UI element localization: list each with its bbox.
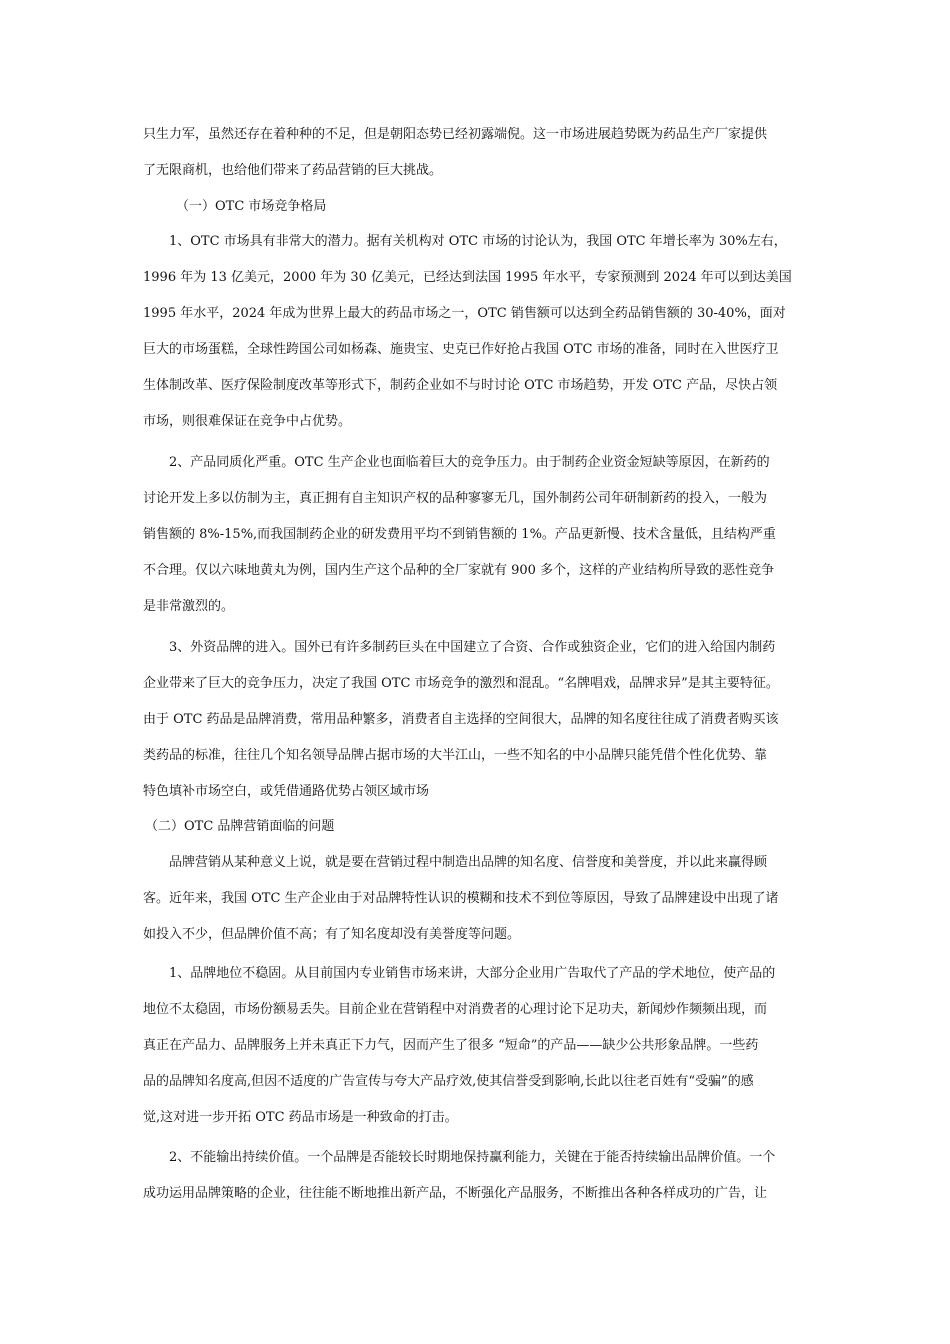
text-line: 品牌营销从某种意义上说，就是要在营销过程中制造出品牌的知名度、信誉度和美誉度，并以此来赢得顾: [169, 855, 768, 870]
text-line: 1、品牌地位不稳固。从目前国内专业销售市场来讲，大部分企业用广告取代了产品的学术地位，使产品的: [169, 966, 776, 981]
text-line: 2、产品同质化严重。OTC 生产企业也面临着巨大的竞争压力。由于制药企业资金短缺等原因，在新药的: [169, 455, 770, 470]
text-line: 是非常激烈的。: [143, 599, 235, 614]
text-line: 特色填补市场空白，或凭借通路优势占领区域市场: [143, 784, 430, 799]
text-line: 如投入不少，但品牌价值不高；有了知名度却没有美誉度等问题。: [143, 927, 521, 942]
text-line: 真正在产品力、品牌服务上并未真正下力气，因而产生了很多 “短命”的产品——缺少公共形象品牌。一些药: [143, 1038, 759, 1053]
text-line: 销售额的 8%-15%,而我国制药企业的研发费用平均不到销售额的 1%。产品更新慢、技术含量低，且结构严重: [143, 527, 776, 542]
text-line: 讨论开发上多以仿制为主，真正拥有自主知识产权的品种寥寥无几，国外制药公司年研制新药的投入，一般为: [143, 491, 768, 506]
text-line: 巨大的市场蛋糕，全球性跨国公司如杨森、施贵宝、史克已作好抢占我国 OTC 市场的准备，同时在入世医疗卫: [143, 342, 779, 357]
text-line: 类药品的标准，往往几个知名领导品牌占据市场的大半江山，一些不知名的中小品牌只能凭借个性化优势、靠: [143, 748, 768, 763]
text-line: 地位不太稳固，市场份额易丢失。目前企业在营销程中对消费者的心理讨论下足功夫，新闻炒作频频出现，而: [143, 1002, 768, 1017]
text-line: 1995 年水平，2024 年成为世界上最大的药品市场之一，OTC 销售额可以达到全药品销售额的 30-40%，面对: [143, 306, 786, 321]
text-line: 不合理。仅以六味地黄丸为例，国内生产这个品种的全厂家就有 900 多个，这样的产业结构所导致的恶性竞争: [143, 563, 775, 578]
text-line: 1、OTC 市场具有非常大的潜力。据有关机构对 OTC 市场的讨论认为，我国 OTC 年增长率为 30%左右，: [169, 234, 787, 249]
text-line: 1996 年为 13 亿美元，2000 年为 30 亿美元，已经达到法国 1995 年水平，专家预测到 2024 年可以到达美国: [143, 270, 792, 285]
text-line: 了无限商机，也给他们带来了药品营销的巨大挑战。: [143, 163, 443, 178]
text-line: 只生力军，虽然还存在着种种的不足，但是朝阳态势已经初露端倪。这一市场进展趋势既为药品生产厂家提供: [143, 127, 768, 142]
text-line: 2、不能输出持续价值。一个品牌是否能较长时期地保持赢利能力，关键在于能否持续输出品牌价值。一个: [169, 1150, 776, 1165]
text-line: 企业带来了巨大的竞争压力，决定了我国 OTC 市场竞争的激烈和混乱。“名牌唱戏，品牌求异”是其主要特征。: [143, 676, 779, 691]
text-line: 生体制改革、医疗保险制度改革等形式下，制药企业如不与时讨论 OTC 市场趋势，开发 OTC 产品，尽快占领: [143, 378, 778, 393]
text-line: 市场，则很难保证在竞争中占优势。: [143, 414, 352, 429]
text-line: 成功运用品牌策略的企业，往往能不断地推出新产品，不断强化产品服务，不断推出各种各样成功的广告，让: [143, 1186, 768, 1201]
text-line: 由于 OTC 药品是品牌消费，常用品种繁多，消费者自主选择的空间很大，品牌的知名度往往成了消费者购买该: [143, 712, 779, 727]
text-line: 客。近年来，我国 OTC 生产企业由于对品牌特性认识的模糊和技术不到位等原因，导致了品牌建设中出现了诸: [143, 891, 779, 906]
section-heading: （二）OTC 品牌营销面临的问题: [145, 819, 335, 834]
section-heading: （一）OTC 市场竞争格局: [176, 199, 327, 214]
text-line: 3、外资品牌的进入。国外已有许多制药巨头在中国建立了合资、合作或独资企业，它们的进入给国内制药: [169, 640, 776, 655]
text-line: 品的品牌知名度高,但因不适度的广告宣传与夸大产品疗效,使其信誉受到影响,长此以往老百姓有“受骗”的感: [143, 1074, 754, 1089]
text-line: 觉,这对进一步开拓 OTC 药品市场是一种致命的打击。: [143, 1110, 458, 1125]
